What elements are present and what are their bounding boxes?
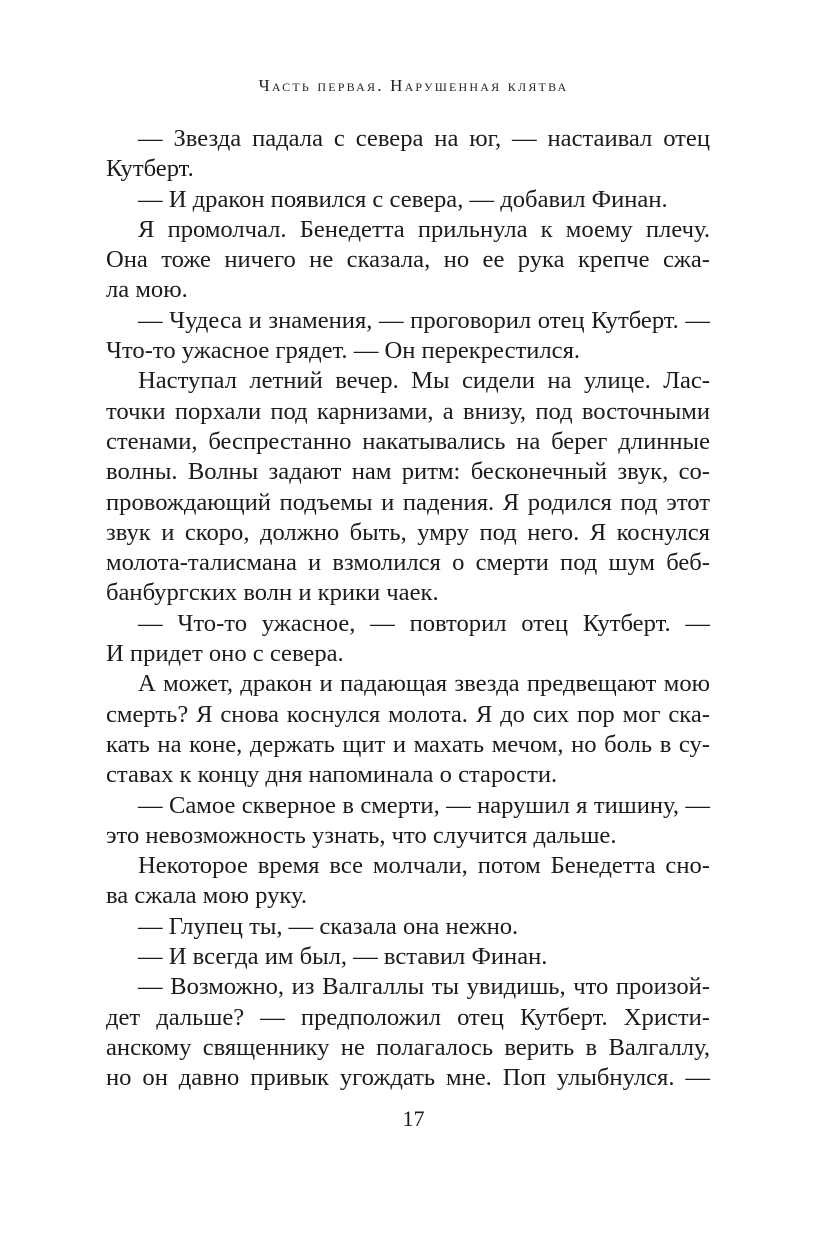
text-line: но он давно привык угождать мне. Поп улыбнулся. — <box>106 1064 710 1092</box>
text-line: — Глупец ты, — сказала она нежно. <box>138 912 519 940</box>
text-line: стенами, беспрестанно накатывались на берег длинные <box>106 427 710 455</box>
text-line: ва сжала мою руку. <box>106 882 307 910</box>
text-line: — И дракон появился с севера, — добавил Финан. <box>138 185 668 213</box>
running-head: Часть первая. Нарушенная клятва <box>258 76 569 95</box>
body-text <box>106 124 710 1094</box>
text-line: — Чудеса и знамения, — проговорил отец Кутберт. — <box>138 306 710 334</box>
text-line: — И всегда им был, — вставил Финан. <box>138 943 548 971</box>
text-line: волны. Волны задают нам ритм: бесконечный звук, со- <box>106 458 710 486</box>
text-line: — Что-то ужасное, — повторил отец Кутберт. — <box>138 609 710 637</box>
text-line: это невозможность узнать, что случится дальше. <box>106 821 617 849</box>
text-line: банбургских волн и крики чаек. <box>106 579 439 607</box>
text-line: — Возможно, из Валгаллы ты увидишь, что произой- <box>138 973 710 1001</box>
text-line: точки порхали под карнизами, а внизу, под восточными <box>106 397 710 425</box>
text-line: дет дальше? — предположил отец Кутберт. Христи- <box>106 1003 710 1031</box>
text-line: молота-талисмана и взмолился о смерти под шум беб- <box>106 549 710 577</box>
text-line: Некоторое время все молчали, потом Бенедетта сно- <box>138 852 710 880</box>
text-line: И придет оно с севера. <box>106 640 344 668</box>
text-line: Кутберт. <box>106 155 194 183</box>
text-line: кать на коне, держать щит и махать мечом, но боль в су- <box>106 730 710 758</box>
page-number: 17 <box>402 1106 425 1131</box>
text-line: Она тоже ничего не сказала, но ее рука крепче сжа- <box>106 246 710 274</box>
text-line: Я промолчал. Бенедетта прильнула к моему плечу. <box>138 215 710 243</box>
text-line: звук и скоро, должно быть, умру под него. Я коснулся <box>106 518 710 546</box>
text-line: Что-то ужасное грядет. — Он перекрестился. <box>106 337 581 365</box>
text-line: анскому священнику не полагалось верить в Валгаллу, <box>106 1033 710 1061</box>
text-line: провождающий подъемы и падения. Я родился под этот <box>106 488 710 516</box>
text-line: — Самое скверное в смерти, — нарушил я тишину, — <box>138 791 710 819</box>
text-line: А может, дракон и падающая звезда предвещают мою <box>138 670 710 698</box>
text-line: — Звезда падала с севера на юг, — настаивал отец <box>138 125 710 152</box>
text-line: ставах к концу дня напоминала о старости. <box>106 761 558 789</box>
text-line: ла мою. <box>106 276 188 304</box>
text-line: смерть? Я снова коснулся молота. Я до сих пор мог ска- <box>106 700 710 728</box>
text-line: Наступал летний вечер. Мы сидели на улице. Лас- <box>138 367 710 395</box>
